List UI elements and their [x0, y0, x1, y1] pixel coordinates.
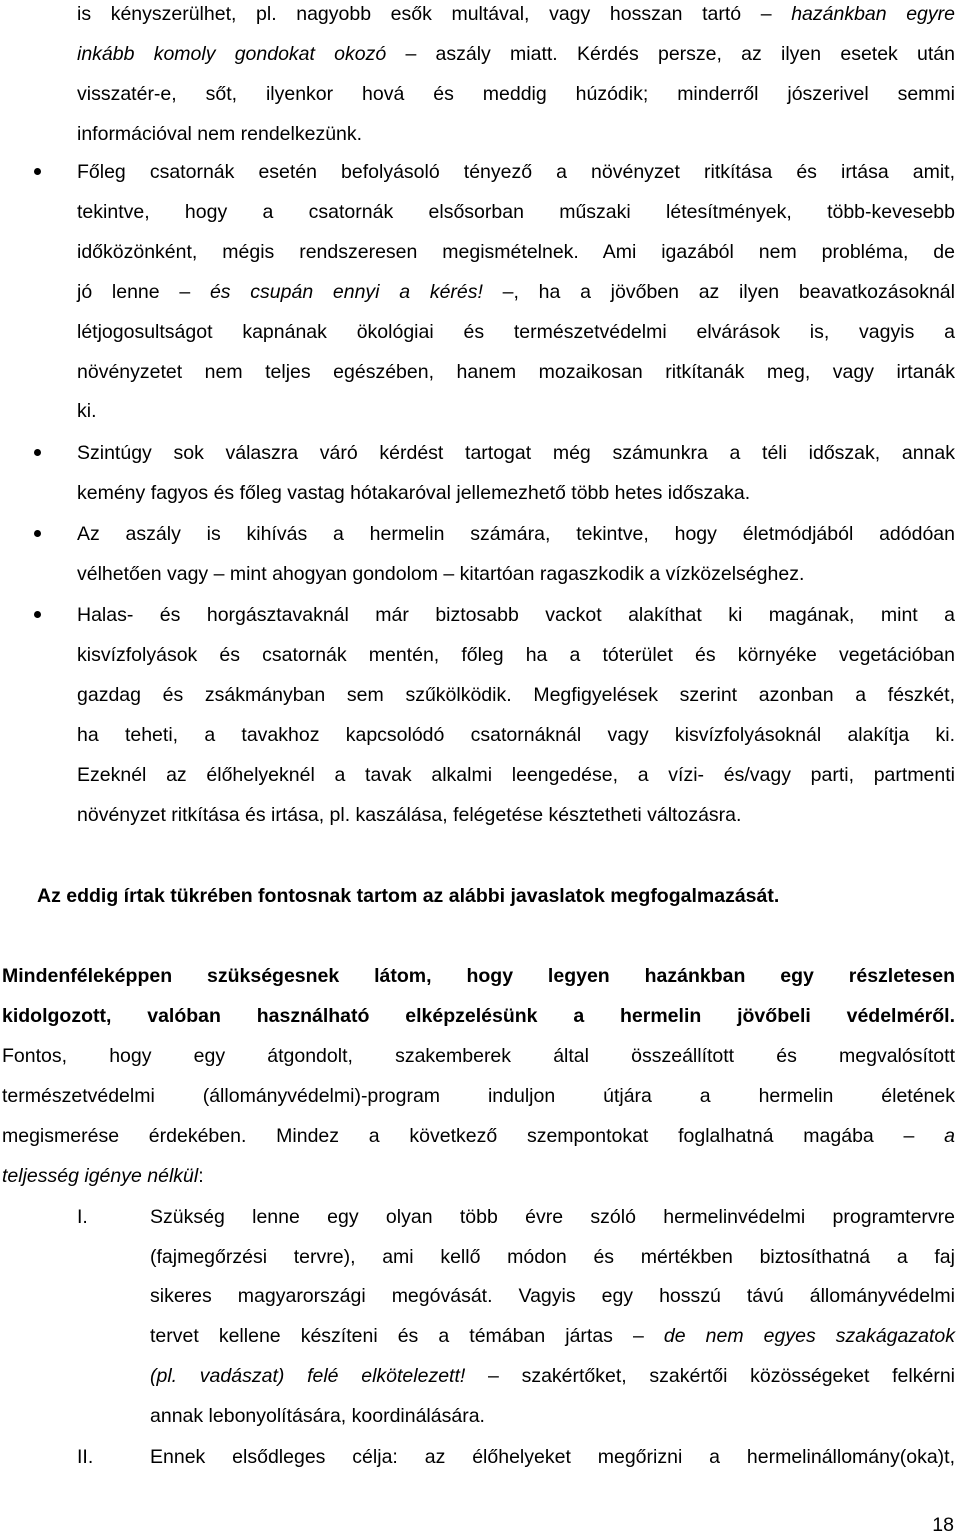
- text-line: létjogosultságot kapnának ökológiai és természetvédelmi elvárások is, vagyis a: [77, 321, 955, 343]
- text-line: tekintve, hogy a csatornák elsősorban műszaki létesítmények, több-kevesebb: [77, 201, 955, 223]
- text-line: visszatér-e, sőt, ilyenkor hová és meddig húzódik; minderről jószerivel semmi: [77, 83, 955, 105]
- text-line: Mindenféleképpen szükségesnek látom, hogy legyen hazánkban egy részletesen: [2, 965, 955, 987]
- text-line: (fajmegőrzési tervre), ami kellő módon és mértékben biztosíthatná a faj: [150, 1246, 955, 1268]
- text-line: természetvédelmi (állományvédelmi)-program induljon útjára a hermelin életének: [2, 1085, 955, 1107]
- text-line: Szükség lenne egy olyan több évre szóló hermelinvédelmi programtervre: [150, 1206, 955, 1228]
- text-line: annak lebonyolítására, koordinálására.: [150, 1405, 485, 1427]
- text-line: tervet kellene készíteni és a témában jártas – de nem egyes szakágazatok: [150, 1325, 955, 1347]
- text-line: megismerése érdekében. Mindez a következő szempontokat foglalhatná magába – a: [2, 1125, 955, 1147]
- bullet-icon: [34, 449, 41, 456]
- text-line: is kényszerülhet, pl. nagyobb esők multával, vagy hosszan tartó – hazánkban egyre: [77, 3, 955, 25]
- bullet-icon: [34, 611, 41, 618]
- text-line: Szintúgy sok válaszra váró kérdést tartogat még számunkra a téli időszak, annak: [77, 442, 955, 464]
- text-line: növényzet ritkítása és irtása, pl. kaszálása, felégetése késztetheti változásra.: [77, 804, 742, 826]
- text-line: jó lenne – és csupán ennyi a kérés! –, ha a jövőben az ilyen beavatkozásoknál: [77, 281, 955, 303]
- text-line: sikeres magyarországi megóvását. Vagyis egy hosszú távú állományvédelmi: [150, 1285, 955, 1307]
- text-line: teljesség igénye nélkül:: [2, 1165, 204, 1187]
- list-number: I.: [77, 1206, 88, 1228]
- text-line: növényzetet nem teljes egészében, hanem mozaikosan ritkítanák meg, vagy irtanák: [77, 361, 955, 383]
- page-number: 18: [932, 1514, 954, 1536]
- text-line: inkább komoly gondokat okozó – aszály miatt. Kérdés persze, az ilyen esetek után: [77, 43, 955, 65]
- text-line: gazdag és zsákmányban sem szűkölködik. Megfigyelések szerint azonban a fészkét,: [77, 684, 955, 706]
- text-line: Fontos, hogy egy átgondolt, szakemberek által összeállított és megvalósított: [2, 1045, 955, 1067]
- text-line: információval nem rendelkezünk.: [77, 123, 363, 145]
- text-line: kisvízfolyások és csatornák mentén, főleg ha a tóterület és környéke vegetációban: [77, 644, 955, 666]
- bullet-icon: [34, 530, 41, 537]
- text-line: Ezeknél az élőhelyeknél a tavak alkalmi leengedése, a vízi- és/vagy parti, partmenti: [77, 764, 955, 786]
- section-heading: Az eddig írtak tükrében fontosnak tartom az alábbi javaslatok megfogalmazását.: [37, 885, 780, 907]
- text-line: (pl. vadászat) felé elkötelezett! – szakértőket, szakértői közösségeket felkérni: [150, 1365, 955, 1387]
- text-line: ha teheti, a tavakhoz kapcsolódó csatornáknál vagy kisvízfolyásoknál alakítja ki.: [77, 724, 955, 746]
- text-line: Ennek elsődleges célja: az élőhelyeket megőrizni a hermelinállomány(oka)t,: [150, 1446, 955, 1468]
- text-line: Halas- és horgásztavaknál már biztosabb vackot alakíthat ki magának, mint a: [77, 604, 955, 626]
- text-line: kidolgozott, valóban használható elképzelésünk a hermelin jövőbeli védelméről.: [2, 1005, 955, 1027]
- bullet-icon: [34, 168, 41, 175]
- text-line: ki.: [77, 400, 97, 422]
- text-line: kemény fagyos és főleg vastag hótakaróval jellemezhető több hetes időszaka.: [77, 482, 751, 504]
- text-line: vélhetően vagy – mint ahogyan gondolom – kitartóan ragaszkodik a vízközelséghez.: [77, 563, 805, 585]
- text-line: Főleg csatornák esetén befolyásoló tényező a növényzet ritkítása és irtása amit,: [77, 161, 955, 183]
- text-line: időközönként, mégis rendszeresen megismételnek. Ami igazából nem probléma, de: [77, 241, 955, 263]
- text-line: Az aszály is kihívás a hermelin számára, tekintve, hogy életmódjából adódóan: [77, 523, 955, 545]
- list-number: II.: [77, 1446, 94, 1468]
